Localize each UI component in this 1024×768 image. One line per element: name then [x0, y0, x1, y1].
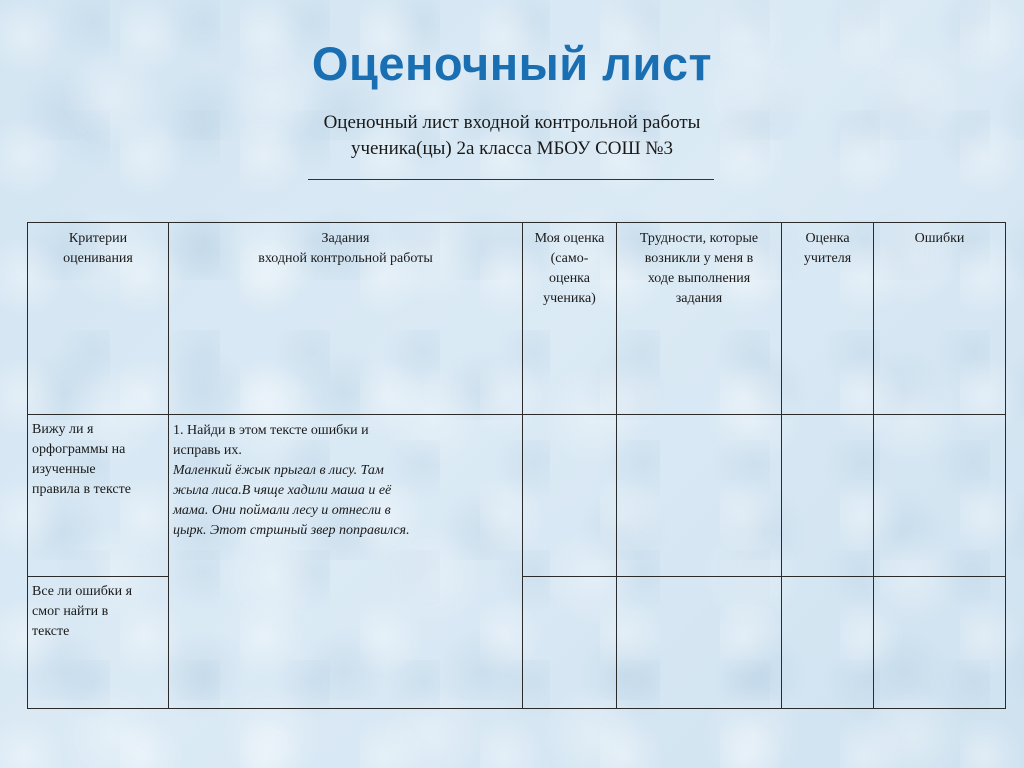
header-difficulties-line: возникли у меня в [644, 251, 754, 266]
self-assessment-cell-2[interactable] [523, 577, 617, 709]
header-self-line: ученика) [543, 291, 596, 306]
header-difficulties-line: ходе выполнения [647, 271, 751, 286]
criteria-line: изученные [32, 462, 96, 477]
criteria-line: Все ли ошибки я [32, 584, 133, 599]
criteria-line: смог найти в [32, 604, 109, 619]
errors-cell-2[interactable] [874, 577, 1006, 709]
criteria-line: правила в тексте [32, 482, 131, 497]
header-tasks [169, 223, 523, 415]
header-difficulties [617, 223, 782, 415]
teacher-assessment-cell-1[interactable] [782, 415, 874, 577]
difficulties-cell-1[interactable] [617, 415, 782, 577]
header-errors-line: Ошибки [914, 231, 965, 246]
header-difficulties-line: задания [675, 291, 723, 306]
header-row [28, 223, 1006, 415]
table-row [28, 415, 1006, 577]
criteria-line: тексте [32, 624, 70, 639]
header-tasks-line: входной контрольной работы [258, 251, 433, 266]
errors-cell-1[interactable] [874, 415, 1006, 577]
task-heading-line: исправь их. [173, 443, 242, 458]
subtitle-line-1: Оценочный лист входной контрольной работы [323, 112, 701, 133]
criteria-cell-2 [28, 577, 169, 709]
task-cell [169, 415, 523, 709]
header-difficulties-line: Трудности, которые [639, 231, 759, 246]
header-criteria [28, 223, 169, 415]
header-teacher-line: Оценка [805, 231, 850, 246]
student-name-line [308, 179, 714, 180]
header-tasks-line: Задания [321, 231, 370, 246]
header-self-line: Моя оценка [534, 231, 605, 246]
teacher-assessment-cell-2[interactable] [782, 577, 874, 709]
header-teacher-assessment [782, 223, 874, 415]
subtitle [0, 110, 1024, 162]
page-title: Оценочный лист [311, 37, 713, 90]
task-heading-line: 1. Найди в этом тексте ошибки и [173, 423, 369, 438]
criteria-line: Вижу ли я [32, 422, 94, 437]
task-text-line: Маленкий ёжык прыгал в лису. Там [173, 463, 384, 478]
task-text-line: цырк. Этот стршный звер поправился. [173, 523, 410, 538]
task-text-line: жыла лиса.В чяще хадили маша и её [173, 483, 392, 498]
criteria-cell-1 [28, 415, 169, 577]
header-criteria-line: Критерии [68, 231, 128, 246]
assessment-table [27, 222, 1006, 709]
header-errors [874, 223, 1006, 415]
header-teacher-line: учителя [803, 251, 852, 266]
header-self-line: (само- [550, 251, 589, 266]
difficulties-cell-2[interactable] [617, 577, 782, 709]
criteria-line: орфограммы на [32, 442, 126, 457]
header-criteria-line: оценивания [63, 251, 133, 266]
self-assessment-cell-1[interactable] [523, 415, 617, 577]
header-self-line: оценка [548, 271, 590, 286]
subtitle-line-2: ученика(цы) 2а класса МБОУ СОШ №3 [350, 138, 674, 159]
task-text-line: мама. Они поймали лесу и отнесли в [173, 503, 391, 518]
header-self-assessment [523, 223, 617, 415]
